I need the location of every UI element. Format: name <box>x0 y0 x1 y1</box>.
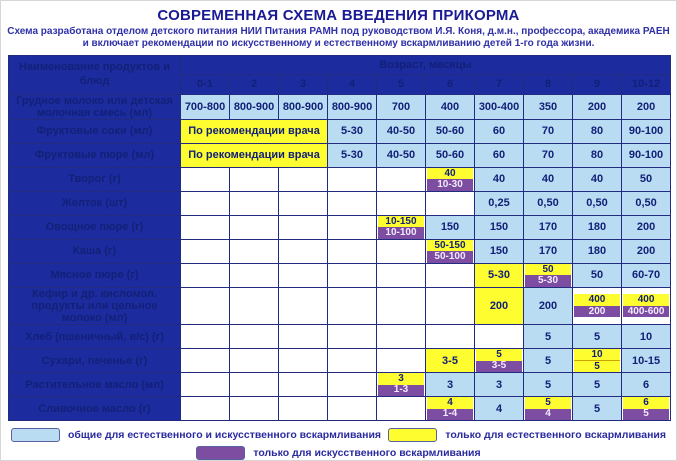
legend-row-2 <box>11 446 666 460</box>
split-value-cell <box>524 263 573 287</box>
empty-cell <box>279 215 328 239</box>
empty-cell <box>279 397 328 421</box>
empty-cell <box>279 373 328 397</box>
product-label: Кефир и др. кисломол. продукты или цельное молоко (мл) <box>9 287 181 324</box>
empty-cell <box>377 397 426 421</box>
value-cell-common: 200 <box>622 94 671 119</box>
empty-cell <box>181 397 230 421</box>
empty-cell <box>328 239 377 263</box>
value-cell-common: 40 <box>475 167 524 191</box>
legend-swatch-artificial-icon <box>196 446 245 460</box>
value-cell-common: 80 <box>573 143 622 167</box>
empty-cell <box>377 239 426 263</box>
value-cell-common: 4 <box>475 397 524 421</box>
split-bottom-value: 10-30 <box>427 179 473 191</box>
split-bottom-value: 5-30 <box>525 275 571 287</box>
product-label: Фруктовые пюре (мл) <box>9 143 181 167</box>
value-cell-common: 40-50 <box>377 119 426 143</box>
value-cell-common: 6 <box>622 373 671 397</box>
age-column-header: 7 <box>475 74 524 94</box>
value-cell-common: 70 <box>524 143 573 167</box>
empty-cell <box>181 191 230 215</box>
legend-swatch-common-icon <box>11 428 60 442</box>
value-cell-common: 5-30 <box>328 119 377 143</box>
product-label: Грудное молоко или детская молочная смесь (мл) <box>9 94 181 119</box>
empty-cell <box>377 191 426 215</box>
value-cell-natural: 3-5 <box>426 349 475 373</box>
product-row <box>9 167 671 191</box>
legend-item-common <box>11 428 381 442</box>
value-cell-common: 90-100 <box>622 119 671 143</box>
value-cell-common: 200 <box>573 94 622 119</box>
empty-cell <box>279 191 328 215</box>
legend <box>11 428 666 460</box>
product-row <box>9 143 671 167</box>
table-header-row-1 <box>9 55 671 74</box>
split-bottom-value: 1-4 <box>427 409 473 421</box>
product-row <box>9 349 671 373</box>
legend-row-1 <box>11 428 666 442</box>
value-cell-common: 10-15 <box>622 349 671 373</box>
age-column-header: 9 <box>573 74 622 94</box>
empty-cell <box>230 349 279 373</box>
split-top-value: 10-150 <box>378 216 424 228</box>
value-cell-common: 5 <box>524 373 573 397</box>
value-cell-common: 0,25 <box>475 191 524 215</box>
product-label: Желток (шт) <box>9 191 181 215</box>
empty-cell <box>230 167 279 191</box>
age-column-header: 6 <box>426 74 475 94</box>
product-row <box>9 287 671 324</box>
product-label: Мясное пюре (г) <box>9 263 181 287</box>
value-cell-common: 60 <box>475 143 524 167</box>
value-cell-common: 700-800 <box>181 94 230 119</box>
value-cell-common: 0,50 <box>524 191 573 215</box>
value-cell-common: 70 <box>524 119 573 143</box>
legend-label-artificial: только для искусственного вскармливания <box>253 447 481 460</box>
split-bottom-value: 1-3 <box>378 385 424 397</box>
doctor-recommendation-cell: По рекомендации врача <box>181 143 328 167</box>
empty-cell <box>230 191 279 215</box>
subtitle-line-1: Схема разработана отделом детского питания НИИ Питания РАМН под руководством И.Я. Коня, д.м.н., профессора, академика РАЕН <box>7 26 670 37</box>
empty-cell <box>328 167 377 191</box>
empty-cell <box>279 263 328 287</box>
value-cell-common: 700 <box>377 94 426 119</box>
split-value-cell <box>524 397 573 421</box>
product-label: Хлеб (пшеничный, в/с) (г) <box>9 325 181 349</box>
split-top-value: 50-150 <box>427 240 473 252</box>
value-cell-common: 800-900 <box>279 94 328 119</box>
empty-cell <box>377 349 426 373</box>
value-cell-common: 200 <box>622 239 671 263</box>
split-value-cell <box>622 397 671 421</box>
value-cell-common: 0,50 <box>622 191 671 215</box>
empty-cell <box>328 397 377 421</box>
value-cell-common: 200 <box>622 215 671 239</box>
empty-cell <box>328 215 377 239</box>
split-value-cell <box>377 215 426 239</box>
product-row <box>9 397 671 421</box>
value-cell-common: 40 <box>573 167 622 191</box>
page-subtitle <box>7 26 670 50</box>
value-cell-common: 170 <box>524 239 573 263</box>
value-cell-common: 50-60 <box>426 143 475 167</box>
empty-cell <box>377 167 426 191</box>
split-top-value: 400 <box>623 294 669 306</box>
value-cell-common: 200 <box>524 287 573 324</box>
empty-cell <box>426 287 475 324</box>
feeding-schedule-table <box>8 55 671 421</box>
product-row <box>9 373 671 397</box>
legend-item-natural <box>388 428 666 442</box>
split-bottom-value: 4 <box>525 409 571 421</box>
value-cell-common: 400 <box>426 94 475 119</box>
product-row <box>9 215 671 239</box>
empty-cell <box>279 167 328 191</box>
empty-cell <box>230 397 279 421</box>
age-column-header: 8 <box>524 74 573 94</box>
split-value-cell <box>377 373 426 397</box>
age-column-header: 10-12 <box>622 74 671 94</box>
empty-cell <box>377 287 426 324</box>
product-label: Каша (г) <box>9 239 181 263</box>
empty-cell <box>475 325 524 349</box>
value-cell-common: 40 <box>524 167 573 191</box>
value-cell-common: 90-100 <box>622 143 671 167</box>
split-bottom-value: 10-100 <box>378 227 424 239</box>
value-cell-common: 150 <box>475 215 524 239</box>
split-top-value: 5 <box>525 397 571 409</box>
empty-cell <box>230 239 279 263</box>
age-column-header: 5 <box>377 74 426 94</box>
empty-cell <box>230 263 279 287</box>
product-row <box>9 191 671 215</box>
split-top-value: 5 <box>476 349 522 361</box>
product-row <box>9 94 671 119</box>
subtitle-line-2: и включает рекомендации по искусственному и естественному вскармливанию детей 1-го года жизни. <box>82 37 595 49</box>
split-top-value: 10 <box>574 349 620 360</box>
age-column-header: 3 <box>279 74 328 94</box>
empty-cell <box>328 349 377 373</box>
split-bottom-value: 200 <box>574 306 620 318</box>
age-column-header: 0-1 <box>181 74 230 94</box>
value-cell-common: 50-60 <box>426 119 475 143</box>
products-column-header: Наименование продуктов и блюд <box>9 55 181 94</box>
empty-cell <box>328 263 377 287</box>
age-column-header: 4 <box>328 74 377 94</box>
value-cell-common: 5 <box>573 397 622 421</box>
value-cell-common: 50 <box>573 263 622 287</box>
product-row <box>9 325 671 349</box>
split-top-value: 400 <box>574 294 620 306</box>
doctor-recommendation-cell: По рекомендации врача <box>181 119 328 143</box>
empty-cell <box>181 167 230 191</box>
product-row <box>9 119 671 143</box>
empty-cell <box>328 325 377 349</box>
split-value-cell <box>573 349 622 373</box>
value-cell-common: 5 <box>573 325 622 349</box>
empty-cell <box>377 263 426 287</box>
value-cell-common: 3 <box>426 373 475 397</box>
value-cell-common: 60 <box>475 119 524 143</box>
split-value-cell <box>622 287 671 324</box>
split-bottom-value: 50-100 <box>427 251 473 263</box>
age-months-header: Возраст, месяцы <box>181 55 671 74</box>
split-top-value: 50 <box>525 264 571 276</box>
split-value-cell <box>573 287 622 324</box>
empty-cell <box>230 325 279 349</box>
split-bottom-value: 5 <box>574 360 620 372</box>
product-row <box>9 263 671 287</box>
value-cell-common: 5-30 <box>328 143 377 167</box>
legend-swatch-natural-icon <box>388 428 437 442</box>
legend-item-artificial <box>196 446 480 460</box>
value-cell-natural: 200 <box>475 287 524 324</box>
empty-cell <box>279 349 328 373</box>
split-top-value: 40 <box>427 168 473 180</box>
product-label: Творог (г) <box>9 167 181 191</box>
split-bottom-value: 400-600 <box>623 306 669 318</box>
value-cell-common: 170 <box>524 215 573 239</box>
value-cell-common: 5 <box>573 373 622 397</box>
empty-cell <box>328 287 377 324</box>
value-cell-common: 5 <box>524 349 573 373</box>
value-cell-common: 40-50 <box>377 143 426 167</box>
value-cell-common: 300-400 <box>475 94 524 119</box>
product-label: Сливочное масло (г) <box>9 397 181 421</box>
value-cell-common: 60-70 <box>622 263 671 287</box>
empty-cell <box>181 325 230 349</box>
empty-cell <box>328 191 377 215</box>
product-label: Фруктовые соки (мл) <box>9 119 181 143</box>
product-label: Растительное масло (мл) <box>9 373 181 397</box>
value-cell-common: 180 <box>573 215 622 239</box>
value-cell-common: 150 <box>475 239 524 263</box>
value-cell-common: 150 <box>426 215 475 239</box>
value-cell-common: 50 <box>622 167 671 191</box>
page-title: СОВРЕМЕННАЯ СХЕМА ВВЕДЕНИЯ ПРИКОРМА <box>157 7 520 24</box>
value-cell-common: 800-900 <box>328 94 377 119</box>
product-label: Сухари, печенье (г) <box>9 349 181 373</box>
empty-cell <box>181 373 230 397</box>
empty-cell <box>426 325 475 349</box>
split-bottom-value: 5 <box>623 409 669 421</box>
value-cell-common: 0,50 <box>573 191 622 215</box>
empty-cell <box>279 325 328 349</box>
empty-cell <box>279 287 328 324</box>
split-value-cell <box>426 397 475 421</box>
value-cell-common: 180 <box>573 239 622 263</box>
split-value-cell <box>475 349 524 373</box>
value-cell-common: 350 <box>524 94 573 119</box>
product-label: Овощное пюре (г) <box>9 215 181 239</box>
empty-cell <box>181 287 230 324</box>
split-value-cell <box>426 239 475 263</box>
empty-cell <box>328 373 377 397</box>
empty-cell <box>181 239 230 263</box>
split-top-value: 3 <box>378 373 424 385</box>
split-top-value: 4 <box>427 397 473 409</box>
empty-cell <box>181 215 230 239</box>
empty-cell <box>426 263 475 287</box>
split-bottom-value: 3-5 <box>476 361 522 373</box>
empty-cell <box>230 215 279 239</box>
value-cell-common: 80 <box>573 119 622 143</box>
empty-cell <box>279 239 328 263</box>
value-cell-common: 5 <box>524 325 573 349</box>
empty-cell <box>230 373 279 397</box>
value-cell-natural: 5-30 <box>475 263 524 287</box>
split-value-cell <box>426 167 475 191</box>
split-top-value: 6 <box>623 397 669 409</box>
legend-label-natural: только для естественного вскармливания <box>445 429 666 442</box>
empty-cell <box>181 349 230 373</box>
product-row <box>9 239 671 263</box>
empty-cell <box>230 287 279 324</box>
value-cell-common: 10 <box>622 325 671 349</box>
empty-cell <box>377 325 426 349</box>
empty-cell <box>426 191 475 215</box>
age-column-header: 2 <box>230 74 279 94</box>
value-cell-common: 800-900 <box>230 94 279 119</box>
legend-label-common: общие для естественного и искусственного вскармливания <box>68 429 382 442</box>
empty-cell <box>181 263 230 287</box>
value-cell-common: 3 <box>475 373 524 397</box>
